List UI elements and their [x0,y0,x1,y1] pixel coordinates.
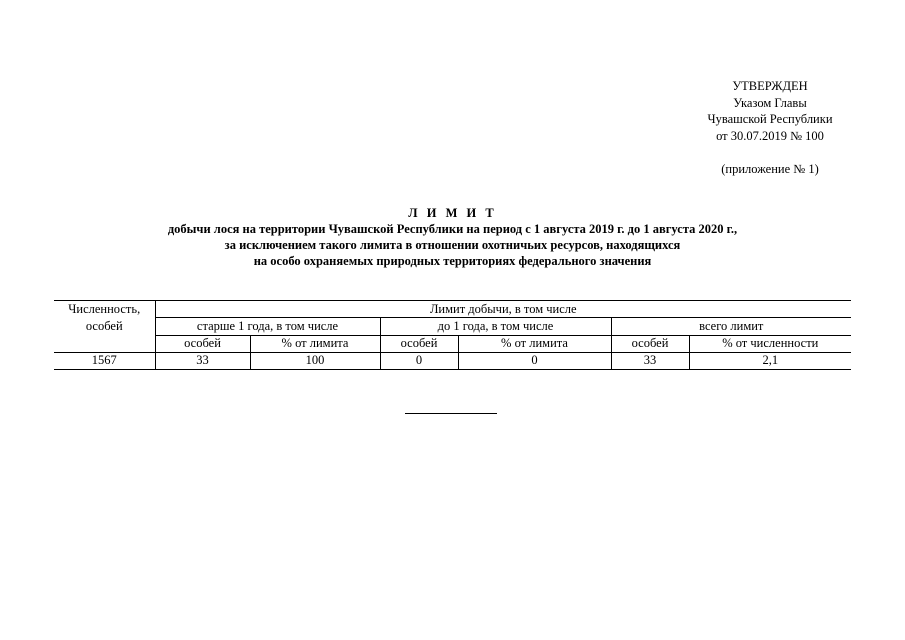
title-line-2: за исключением такого лимита в отношении охотничьих ресурсов, находящихся [224,238,681,252]
table-row [54,352,851,369]
title-heading: Л И М И Т [408,206,497,220]
subheader-total-count: особей [611,335,689,352]
end-divider [405,413,497,414]
approval-region: Чувашской Республики [707,112,833,126]
table-header-row-1 [54,301,851,318]
cell-older-count: 33 [155,352,250,369]
approval-authority: Указом Главы [733,95,807,110]
population-header-spacer [54,335,155,352]
limit-header: Лимит добычи, в том числе [155,301,851,318]
cell-total-percent: 2,1 [689,352,851,369]
document-title [0,205,905,269]
limit-table [54,300,851,370]
subheader-younger-percent: % от лимита [458,335,611,352]
group-header-older: старше 1 года, в том числе [155,318,380,335]
title-line-1: добычи лося на территории Чувашской Республики на период с 1 августа 2019 г. до 1 августа 2020 г., [167,222,738,236]
group-header-total: всего лимит [611,318,851,335]
population-header-line-1: Численность, [68,302,141,316]
cell-older-percent: 100 [250,352,380,369]
subheader-younger-count: особей [380,335,458,352]
annex-label: (приложение № 1) [721,162,819,176]
cell-younger-count: 0 [380,352,458,369]
approval-date-number: от 30.07.2019 № 100 [716,128,824,143]
subheader-older-count: особей [155,335,250,352]
subheader-total-percent: % от численности [689,335,851,352]
approval-block [680,78,860,178]
approval-status: УТВЕРЖДЕН [732,79,808,93]
cell-population: 1567 [54,352,155,369]
cell-younger-percent: 0 [458,352,611,369]
subheader-older-percent: % от лимита [250,335,380,352]
population-header [54,301,155,336]
title-line-3: на особо охраняемых природных территориях федерального значения [253,254,652,268]
group-header-younger: до 1 года, в том числе [380,318,611,335]
cell-total-count: 33 [611,352,689,369]
table-header-row-2 [54,318,851,335]
table-header-row-3 [54,335,851,352]
population-header-line-2: особей [85,319,123,333]
